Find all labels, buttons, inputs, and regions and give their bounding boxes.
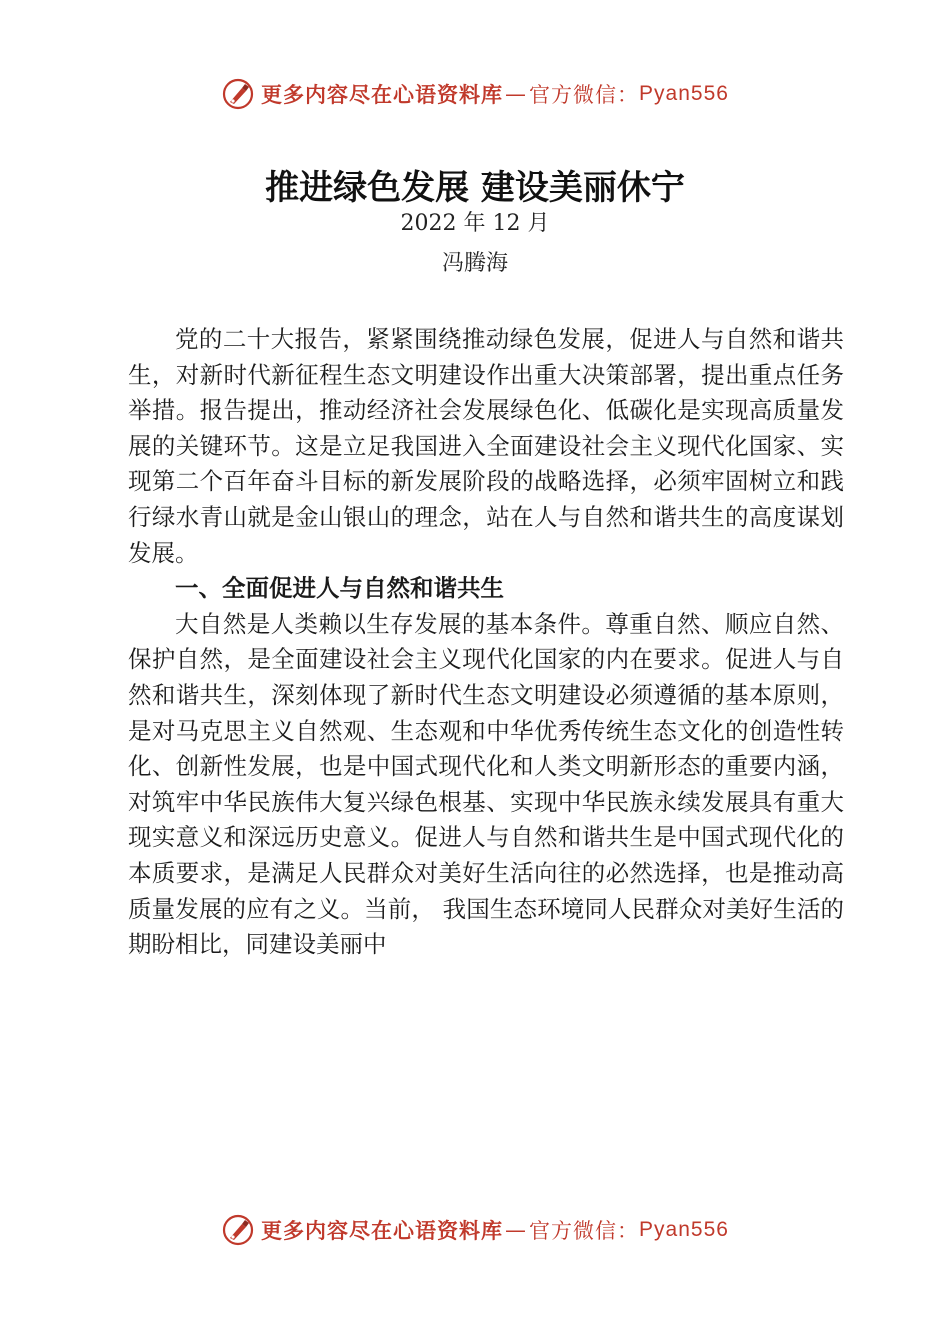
watermark-wechat-id: Pyan556 [639, 82, 729, 105]
document-body [128, 322, 844, 963]
watermark-footer [0, 1210, 950, 1250]
document-title: 推进绿色发展 建设美丽休宁 [265, 168, 685, 208]
pen-nib-logo-icon [221, 77, 255, 111]
watermark-wechat-id: Pyan556 [639, 1218, 729, 1241]
watermark-text: 更多内容尽在心语资料库 [261, 1219, 504, 1243]
paragraph: 党的二十大报告，紧紧围绕推动绿色发展，促进人与自然和谐共生，对新时代新征程生态文明建设作出重大决策部署，提出重点任务举措。报告提出，推动经济社会发展绿色化、低碳化是实现高质量发展的关键环节。这是立足我国进入全面建设社会主义现代化国家、实现第二个百年奋斗目标的新发展阶段的战略选择，必须牢固树立和践行绿水青山就是金山银山的理念，站在人与自然和谐共生的高度谋划发展。 [128, 325, 844, 567]
document-author: 冯腾海 [441, 251, 508, 276]
watermark-text: 更多内容尽在心语资料库 [261, 83, 504, 107]
watermark-header [0, 74, 950, 114]
watermark-wechat-label: 官方微信： [529, 1219, 640, 1243]
section-heading: 一、全面促进人与自然和谐共生 [175, 574, 504, 603]
watermark-separator: — [505, 1218, 528, 1242]
paragraph: 大自然是人类赖以生存发展的基本条件。尊重自然、顺应自然、保护自然，是全面建设社会主义现代化国家的内在要求。促进人与自然和谐共生，深刻体现了新时代生态文明建设必须遵循的基本原则，是对马克思主义自然观、生态观和中华优秀传统生态文化的创造性转化、创新性发展，也是中国式现代化和人类文明新形态的重要内涵，对筑牢中华民族伟大复兴绿色根基、实现中华民族永续发展具有重大现实意义和深远历史意义。促进人与自然和谐共生是中国式现代化的本质要求，是满足人民群众对美好生活向往的必然选择，也是推动高质量发展的应有之义。当前， 我国生态环境同人民群众对美好生活的期盼相比，同建设美丽中 [128, 609, 844, 959]
watermark-wechat-label: 官方微信： [529, 83, 640, 107]
document-date: 2022 年 12 月 [400, 211, 550, 236]
watermark-separator: — [505, 82, 528, 106]
pen-nib-logo-icon [221, 1213, 255, 1247]
